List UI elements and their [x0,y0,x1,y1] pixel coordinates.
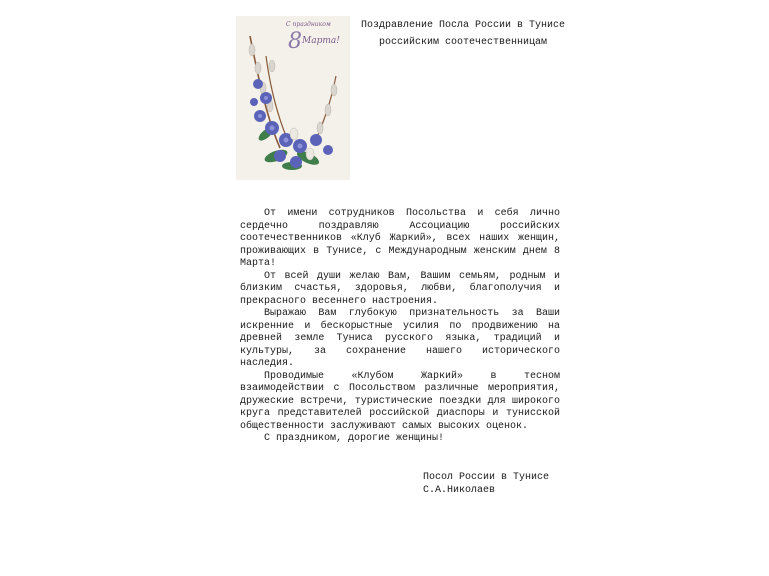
header-line-2: российским соотечественницам [378,37,548,48]
letter-header [358,17,568,51]
signature-name: С.А.Николаев [423,485,496,496]
signature-title: Посол России в Тунисе [423,472,550,483]
card-illustration [236,16,350,180]
letter-body [240,208,560,446]
header-line-1: Поздравление Посла России в Тунисе [360,20,566,31]
letter-paragraph: От всей души желаю Вам, Вашим семьям, родным и близким счастья, здоровья, любви, благополучия и прекрасного весеннего настроения. [240,270,560,307]
letter-paragraph: С праздником, дорогие женщины! [264,433,445,444]
card-greeting-line2: Марта! [302,36,340,46]
letter-paragraph: Выражаю Вам глубокую признательность за Ваши искренние и бескорыстные усилия по продвижению на древней земле Туниса русского языка, традиций и культуры, за сохранение нашего исторического наследия. [240,308,560,369]
card-greeting-number: 8 [288,29,302,54]
greeting-card-image [236,16,350,180]
signature-block [423,471,549,497]
letter-paragraph: От имени сотрудников Посольства и себя лично сердечно поздравляю Ассоциацию российских соотечественников «Клуб Жаркий», всех наших женщин, проживающих в Тунисе, с Международным женским днем 8 Марта! [240,208,560,269]
letter-paragraph: Проводимые «Клубом Жаркий» в тесном взаимодействии с Посольством различные мероприятия, дружеские встречи, туристические поездки для широкого круга представителей российской диаспоры и тунисской общественности заслуживают самых высоких оценок. [240,370,560,432]
card-greeting-line1: С праздником [286,21,331,28]
